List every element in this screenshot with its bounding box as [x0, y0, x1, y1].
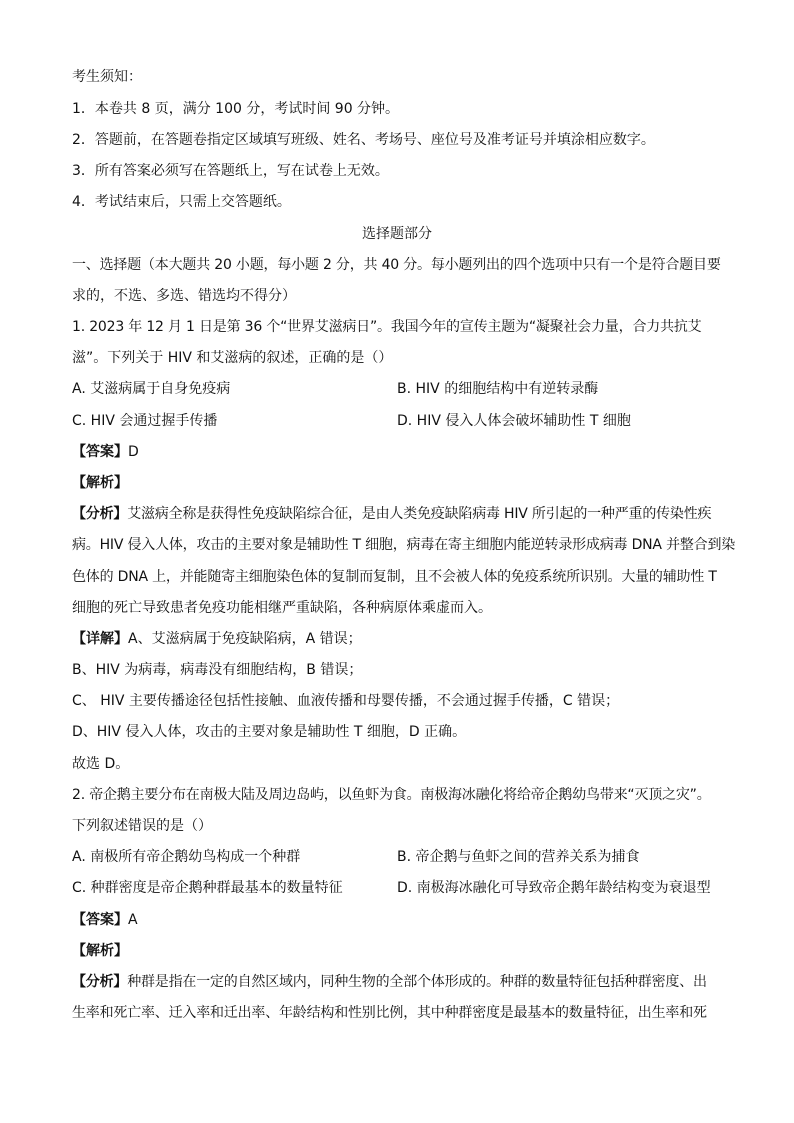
fenxi-text: 种群是指在一定的自然区域内，同种生物的全部个体形成的。种群的数量特征包括种群密度、出 [127, 974, 707, 990]
q2-option-c: C. 种群密度是帝企鹅种群最基本的数量特征 [72, 880, 343, 896]
section-intro-line-2: 求的，不选、多选、错选均不得分） [72, 288, 296, 304]
notice-item-3: 3．所有答案必须写在答题纸上，写在试卷上无效。 [72, 163, 389, 179]
q2-fenxi-line-2: 生率和死亡率、迁入率和迁出率、年龄结构和性别比例，其中种群密度是最基本的数量特征，出生率和死 [72, 1005, 707, 1021]
q1-xiangjie-d: D、HIV 侵入人体，攻击的主要对象是辅助性 T 细胞，D 正确。 [72, 724, 467, 740]
q1-option-b: B. HIV 的细胞结构中有逆转录酶 [397, 381, 599, 397]
q1-stem-line-1: 1. 2023 年 12 月 1 日是第 36 个“世界艾滋病日”。我国今年的宣传主题为“凝聚社会力量，合力共抗艾 [72, 319, 702, 335]
answer-tag: 【答案】 [72, 912, 128, 928]
q1-xiangjie-b: B、HIV 为病毒，病毒没有细胞结构，B 错误； [72, 662, 363, 678]
xiangjie-text: A、艾滋病属于免疫缺陷病，A 错误； [128, 631, 362, 647]
notice-item-2: 2．答题前，在答题卷指定区域填写班级、姓名、考场号、座位号及准考证号并填涂相应数字。 [72, 132, 655, 148]
q2-option-d: D. 南极海冰融化可导致帝企鹅年龄结构变为衰退型 [397, 880, 711, 896]
fenxi-text: 艾滋病全称是获得性免疫缺陷综合征，是由人类免疫缺陷病毒 HIV 所引起的一种严重的传染性疾 [127, 506, 712, 522]
q1-option-d: D. HIV 侵入人体会破坏辅助性 T 细胞 [397, 413, 631, 429]
q2-option-a: A. 南极所有帝企鹅幼鸟构成一个种群 [72, 849, 301, 865]
section-title: 选择题部分 [362, 226, 432, 242]
q1-fenxi-line-2: 病。HIV 侵入人体，攻击的主要对象是辅助性 T 细胞，病毒在寄主细胞内能逆转录形成病毒 DNA 并整合到染 [72, 537, 736, 553]
q2-analysis-tag: 【解析】 [72, 943, 128, 959]
answer-tag: 【答案】 [72, 444, 128, 460]
q1-fenxi-line-1 [72, 505, 722, 523]
q1-fenxi-line-4: 细胞的死亡导致患者免疫功能相继严重缺陷，各种病原体乘虚而入。 [72, 600, 492, 616]
q2-stem-line-2: 下列叙述错误的是（） [72, 818, 212, 834]
notice-item-4: 4．考试结束后，只需上交答题纸。 [72, 194, 291, 210]
notice-title: 考生须知： [72, 69, 142, 85]
xiangjie-tag: 【详解】 [72, 631, 128, 647]
fenxi-tag: 【分析】 [72, 506, 128, 522]
q1-option-a: A. 艾滋病属于自身免疫病 [72, 381, 231, 397]
q1-xiangjie-a [72, 630, 722, 648]
q2-answer [72, 911, 722, 929]
q2-stem-line-1: 2. 帝企鹅主要分布在南极大陆及周边岛屿，以鱼虾为食。南极海冰融化将给帝企鹅幼鸟带来“灭顶之灾”。 [72, 787, 711, 803]
q1-xiangjie-c: C、 HIV 主要传播途径包括性接触、血液传播和母婴传播，不会通过握手传播，C 错误； [72, 693, 620, 709]
q1-stem-line-2: 滋”。下列关于 HIV 和艾滋病的叙述，正确的是（） [72, 350, 393, 366]
q1-fenxi-line-3: 色体的 DNA 上，并能随寄主细胞染色体的复制而复制，且不会被人体的免疫系统所识别。大量的辅助性 T [72, 569, 717, 585]
q2-option-b: B. 帝企鹅与鱼虾之间的营养关系为捕食 [397, 849, 640, 865]
q1-analysis-tag: 【解析】 [72, 475, 128, 491]
notice-item-1: 1．本卷共 8 页，满分 100 分，考试时间 90 分钟。 [72, 101, 400, 117]
fenxi-tag: 【分析】 [72, 974, 128, 990]
answer-value: A [128, 912, 138, 928]
q1-option-c: C. HIV 会通过握手传播 [72, 413, 218, 429]
q1-answer [72, 443, 722, 461]
section-intro-line-1: 一、选择题（本大题共 20 小题，每小题 2 分，共 40 分。每小题列出的四个选项中只有一个是符合题目要 [72, 257, 721, 273]
q1-conclusion: 故选 D。 [72, 756, 130, 772]
answer-value: D [128, 444, 139, 460]
q2-fenxi-line-1 [72, 973, 722, 991]
